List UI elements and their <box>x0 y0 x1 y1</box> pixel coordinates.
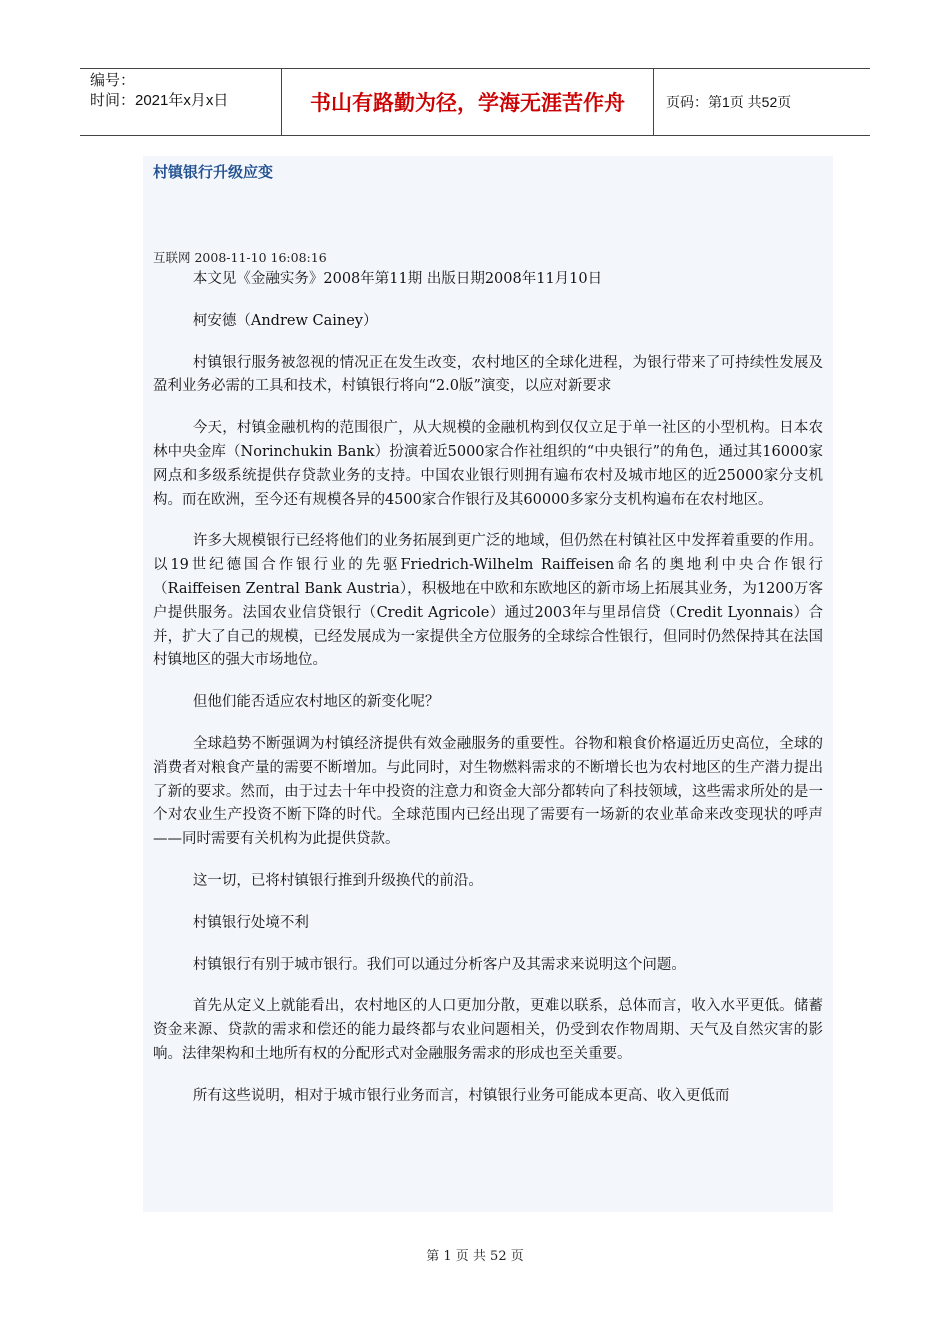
article-body <box>153 268 823 1127</box>
header-page-info: 页码：第1页 共52页 <box>666 94 792 110</box>
header-meta <box>80 69 282 135</box>
paragraph: 但他们能否适应农村地区的新变化呢？ <box>192 694 440 711</box>
paragraph: 许多大规模银行已经将他们的业务拓展到更广泛的地域，但仍然在村镇社区中发挥着重要的作用。以19世纪德国合作银行业的先驱Friedrich-Wilhelm Raiffeisen命名的奥地利中央合作银行（Raiffeisen Zentral Bank Austria），积极地在中欧和东欧地区的新市场上拓展其业务，为1200万客户提供服务。法国农业信贷银行（Credit Agricole）通过2003年与里昂信贷（Credit Lyonnais）合并，扩大了自己的规模，已经发展成为一家提供全方位服务的全球综合性银行，但同时仍然保持其在法国村镇地区的强大市场地位。 <box>153 533 823 669</box>
paragraph: 全球趋势不断强调为村镇经济提供有效金融服务的重要性。谷物和粮食价格逼近历史高位，全球的消费者对粮食产量的需要不断增加。与此同时，对生物燃料需求的不断增长也为农村地区的生产潜力提出了新的要求。然而，由于过去十年中投资的注意力和资金大部分都转向了科技领域，这些需求所处的是一个对农业生产投资不断下降的时代。全球范围内已经出现了需要有一场新的农业革命来改变现状的呼声——同时需要有关机构为此提供贷款。 <box>153 735 823 848</box>
paragraph: 村镇银行处境不利 <box>192 914 309 931</box>
article-title: 村镇银行升级应变 <box>153 163 274 181</box>
paragraph: 所有这些说明，相对于城市银行业务而言，村镇银行业务可能成本更高、收入更低而 <box>192 1087 730 1104</box>
page-footer: 第 1 页 共 52 页 <box>426 1249 524 1264</box>
number-label: 编号： <box>90 72 136 89</box>
article-meta: 互联网 2008-11-10 16:08:16 <box>153 250 327 265</box>
paragraph: 柯安德（Andrew Cainey） <box>192 312 378 329</box>
header-motto: 书山有路勤为径，学海无涯苦作舟 <box>282 69 654 135</box>
paragraph: 村镇银行有别于城市银行。我们可以通过分析客户及其需求来说明这个问题。 <box>192 956 686 973</box>
page-header <box>80 68 870 136</box>
date-label: 时间：2021年x月x日 <box>90 92 229 109</box>
paragraph: 本文见《金融实务》2008年第11期 出版日期2008年11月10日 <box>192 271 603 287</box>
paragraph: 今天，村镇金融机构的范围很广，从大规模的金融机构到仅仅立足于单一社区的小型机构。日本农林中央金库（Norinchukin Bank）扮演着近5000家合作社组织的“中央银行”的角色，通过其16000家网点和多级系统提供存贷款业务的支持。中国农业银行则拥有遍布农村及城市地区的近25000家分支机构。而在欧洲，至今还有规模各异的4500家合作银行及其60000多家分支机构遍布在农村地区。 <box>153 420 823 508</box>
paragraph: 村镇银行服务被忽视的情况正在发生改变，农村地区的全球化进程，为银行带来了可持续性发展及盈利业务必需的工具和技术，村镇银行将向“2.0版”演变，以应对新要求 <box>153 354 823 395</box>
paragraph: 首先从定义上就能看出，农村地区的人口更加分散，更难以联系，总体而言，收入水平更低。储蓄资金来源、贷款的需求和偿还的能力最终都与农业问题相关，仍受到农作物周期、天气及自然灾害的影响。法律架构和土地所有权的分配形式对金融服务需求的形成也至关重要。 <box>153 998 823 1062</box>
paragraph: 这一切，已将村镇银行推到升级换代的前沿。 <box>192 872 483 889</box>
